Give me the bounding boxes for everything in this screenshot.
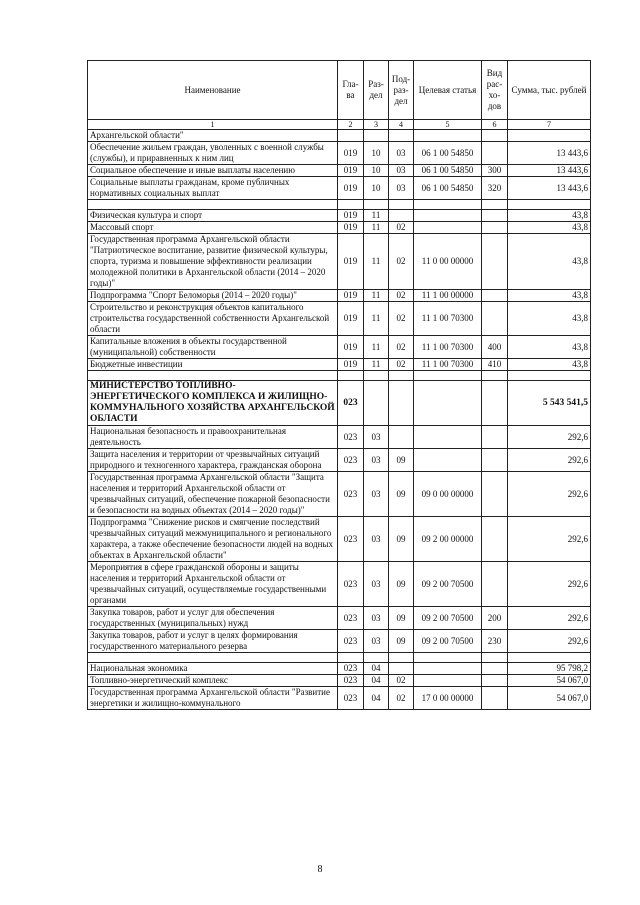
table-row <box>88 222 591 234</box>
cell-target <box>414 130 482 142</box>
cell-name: Массовый спорт <box>88 222 338 234</box>
header-target: Целевая статья <box>414 61 482 120</box>
cell-target <box>414 663 482 675</box>
cell-target: 06 1 00 54850 <box>414 165 482 177</box>
cell-razdel: 11 <box>364 302 389 336</box>
empty-cell <box>338 200 364 210</box>
cell-glava: 023 <box>338 562 364 607</box>
cell-name: МИНИСТЕРСТВО ТОПЛИВНО-ЭНЕРГЕТИЧЕСКОГО КОМПЛЕКСА И ЖИЛИЩНО-КОММУНАЛЬНОГО ХОЗЯЙСТВА АРХАНГЕЛЬСКОЙ ОБЛАСТИ <box>88 381 338 426</box>
cell-vid: 400 <box>482 336 508 359</box>
table-row <box>88 130 591 142</box>
cell-name: Мероприятия в сфере гражданской обороны и защиты населения и территорий Архангельской области от чрезвычайных ситуаций, осуществляемые государственными органами <box>88 562 338 607</box>
cell-podrazdel: 09 <box>389 472 414 517</box>
cell-podrazdel: 03 <box>389 165 414 177</box>
table-row <box>88 562 591 607</box>
cell-glava <box>338 130 364 142</box>
table-row <box>88 517 591 562</box>
table-row <box>88 165 591 177</box>
cell-target <box>414 675 482 687</box>
cell-target <box>414 426 482 449</box>
cell-glava: 019 <box>338 177 364 200</box>
cell-vid <box>482 663 508 675</box>
table-row <box>88 177 591 200</box>
cell-name: Национальная экономика <box>88 663 338 675</box>
cell-razdel: 10 <box>364 142 389 165</box>
empty-cell <box>414 653 482 663</box>
cell-name: Защита населения и территории от чрезвычайных ситуаций природного и техногенного характера, гражданская оборона <box>88 449 338 472</box>
table-row <box>88 381 591 426</box>
table-row <box>88 234 591 290</box>
cell-name: Государственная программа Архангельской области "Развитие энергетики и жилищно-коммунального <box>88 687 338 710</box>
empty-cell <box>364 653 389 663</box>
cell-sum: 54 067,0 <box>508 687 591 710</box>
cell-glava: 019 <box>338 359 364 371</box>
cell-sum: 13 443,6 <box>508 142 591 165</box>
cell-vid <box>482 517 508 562</box>
spacer-row <box>88 371 591 381</box>
column-index: 3 <box>364 120 389 130</box>
cell-glava: 019 <box>338 142 364 165</box>
table-row <box>88 675 591 687</box>
cell-podrazdel <box>389 663 414 675</box>
cell-sum: 43,8 <box>508 336 591 359</box>
cell-sum: 43,8 <box>508 210 591 222</box>
cell-name: Архангельской области" <box>88 130 338 142</box>
cell-sum <box>508 130 591 142</box>
cell-glava: 019 <box>338 165 364 177</box>
cell-target <box>414 449 482 472</box>
table-row <box>88 663 591 675</box>
page-number: 8 <box>317 864 323 875</box>
cell-name: Закупка товаров, работ и услуг в целях формирования государственного материального резерва <box>88 630 338 653</box>
empty-cell <box>482 200 508 210</box>
empty-cell <box>508 653 591 663</box>
cell-vid: 230 <box>482 630 508 653</box>
spacer-row <box>88 200 591 210</box>
column-index: 7 <box>508 120 591 130</box>
empty-cell <box>338 371 364 381</box>
cell-podrazdel: 02 <box>389 302 414 336</box>
cell-sum: 292,6 <box>508 607 591 630</box>
table-row <box>88 426 591 449</box>
spacer-row <box>88 653 591 663</box>
cell-glava: 023 <box>338 517 364 562</box>
cell-target: 09 2 00 70500 <box>414 607 482 630</box>
cell-name: Подпрограмма "Снижение рисков и смягчение последствий чрезвычайных ситуаций межмуниципального и регионального характера, а также обеспечение безопасности людей на водных объектах в Архангельской области" <box>88 517 338 562</box>
budget-table <box>87 60 591 710</box>
cell-podrazdel: 09 <box>389 607 414 630</box>
cell-razdel: 03 <box>364 449 389 472</box>
cell-name: Капитальные вложения в объекты государственной (муниципальной) собственности <box>88 336 338 359</box>
cell-glava: 023 <box>338 630 364 653</box>
cell-glava: 023 <box>338 426 364 449</box>
cell-razdel <box>364 130 389 142</box>
cell-target: 11 1 00 70300 <box>414 302 482 336</box>
cell-name: Строительство и реконструкция объектов капитального строительства государственной собственности Архангельской области <box>88 302 338 336</box>
header-glava: Гла-ва <box>338 61 364 120</box>
cell-razdel: 11 <box>364 210 389 222</box>
table-row <box>88 449 591 472</box>
column-index: 2 <box>338 120 364 130</box>
cell-podrazdel <box>389 210 414 222</box>
cell-podrazdel: 09 <box>389 562 414 607</box>
cell-razdel: 03 <box>364 562 389 607</box>
empty-cell <box>88 371 338 381</box>
cell-sum: 43,8 <box>508 222 591 234</box>
cell-sum: 95 798,2 <box>508 663 591 675</box>
cell-name: Национальная безопасность и правоохранительная деятельность <box>88 426 338 449</box>
table-row <box>88 210 591 222</box>
cell-sum: 43,8 <box>508 234 591 290</box>
cell-target <box>414 222 482 234</box>
cell-target: 09 2 00 70500 <box>414 562 482 607</box>
cell-podrazdel: 02 <box>389 359 414 371</box>
cell-name: Социальные выплаты гражданам, кроме публичных нормативных социальных выплат <box>88 177 338 200</box>
empty-cell <box>338 653 364 663</box>
cell-sum: 13 443,6 <box>508 177 591 200</box>
empty-cell <box>414 200 482 210</box>
empty-cell <box>88 653 338 663</box>
cell-podrazdel <box>389 130 414 142</box>
cell-target <box>414 381 482 426</box>
cell-sum: 292,6 <box>508 449 591 472</box>
cell-podrazdel: 09 <box>389 517 414 562</box>
cell-sum: 292,6 <box>508 426 591 449</box>
header-sum: Сумма, тыс. рублей <box>508 61 591 120</box>
cell-glava: 019 <box>338 290 364 302</box>
cell-podrazdel: 03 <box>389 177 414 200</box>
column-index-row <box>88 120 591 130</box>
cell-vid <box>482 142 508 165</box>
cell-sum: 54 067,0 <box>508 675 591 687</box>
cell-podrazdel: 02 <box>389 336 414 359</box>
cell-razdel: 03 <box>364 630 389 653</box>
cell-sum: 43,8 <box>508 290 591 302</box>
empty-cell <box>482 371 508 381</box>
empty-cell <box>508 200 591 210</box>
cell-podrazdel: 02 <box>389 675 414 687</box>
cell-name: Закупка товаров, работ и услуг для обеспечения государственных (муниципальных) нужд <box>88 607 338 630</box>
cell-podrazdel: 09 <box>389 449 414 472</box>
cell-target: 09 0 00 00000 <box>414 472 482 517</box>
cell-glava: 023 <box>338 663 364 675</box>
cell-razdel: 04 <box>364 675 389 687</box>
cell-podrazdel: 02 <box>389 234 414 290</box>
table-row <box>88 630 591 653</box>
cell-target: 11 1 00 70300 <box>414 336 482 359</box>
cell-glava: 023 <box>338 607 364 630</box>
cell-name: Топливно-энергетический комплекс <box>88 675 338 687</box>
empty-cell <box>364 200 389 210</box>
cell-vid <box>482 687 508 710</box>
header-row <box>88 61 591 120</box>
cell-glava: 023 <box>338 687 364 710</box>
column-index: 4 <box>389 120 414 130</box>
cell-razdel: 03 <box>364 426 389 449</box>
cell-target <box>414 210 482 222</box>
cell-name: Государственная программа Архангельской области "Патриотическое воспитание, развитие физической культуры, спорта, туризма и повышение эффективности реализации молодежной политики в Архангельской области (2014 – 2020 годы)" <box>88 234 338 290</box>
table-row <box>88 359 591 371</box>
column-index: 6 <box>482 120 508 130</box>
cell-vid <box>482 222 508 234</box>
empty-cell <box>88 200 338 210</box>
cell-razdel: 11 <box>364 290 389 302</box>
header-podrazdel: Под-раз-дел <box>389 61 414 120</box>
table-row <box>88 472 591 517</box>
cell-vid <box>482 302 508 336</box>
cell-vid: 300 <box>482 165 508 177</box>
empty-cell <box>389 200 414 210</box>
cell-podrazdel <box>389 381 414 426</box>
cell-name: Бюджетные инвестиции <box>88 359 338 371</box>
cell-target: 06 1 00 54850 <box>414 177 482 200</box>
cell-sum: 5 543 541,5 <box>508 381 591 426</box>
cell-vid <box>482 290 508 302</box>
header-vid: Вид рас-хо-дов <box>482 61 508 120</box>
cell-sum: 292,6 <box>508 562 591 607</box>
cell-razdel: 11 <box>364 359 389 371</box>
cell-target: 11 0 00 00000 <box>414 234 482 290</box>
cell-podrazdel: 02 <box>389 290 414 302</box>
cell-target: 11 1 00 00000 <box>414 290 482 302</box>
cell-podrazdel <box>389 426 414 449</box>
cell-podrazdel: 03 <box>389 142 414 165</box>
cell-razdel: 11 <box>364 222 389 234</box>
cell-sum: 292,6 <box>508 472 591 517</box>
cell-glava: 019 <box>338 336 364 359</box>
empty-cell <box>364 371 389 381</box>
table-row <box>88 302 591 336</box>
cell-glava: 019 <box>338 234 364 290</box>
cell-razdel <box>364 381 389 426</box>
cell-vid <box>482 426 508 449</box>
cell-sum: 292,6 <box>508 630 591 653</box>
cell-razdel: 10 <box>364 165 389 177</box>
cell-vid: 320 <box>482 177 508 200</box>
cell-razdel: 03 <box>364 472 389 517</box>
cell-glava: 023 <box>338 675 364 687</box>
cell-razdel: 04 <box>364 687 389 710</box>
column-index: 5 <box>414 120 482 130</box>
cell-sum: 43,8 <box>508 359 591 371</box>
cell-podrazdel: 02 <box>389 687 414 710</box>
header-name: Наименование <box>88 61 338 120</box>
cell-name: Обеспечение жильем граждан, уволенных с военной службы (службы), и приравненных к ним лиц <box>88 142 338 165</box>
cell-name: Подпрограмма "Спорт Беломорья (2014 – 2020 годы)" <box>88 290 338 302</box>
empty-cell <box>508 371 591 381</box>
cell-vid: 200 <box>482 607 508 630</box>
table-row <box>88 142 591 165</box>
cell-glava: 019 <box>338 222 364 234</box>
cell-vid <box>482 210 508 222</box>
cell-target: 06 1 00 54850 <box>414 142 482 165</box>
cell-razdel: 03 <box>364 517 389 562</box>
cell-name: Государственная программа Архангельской области "Защита населения и территорий Архангельской области от чрезвычайных ситуаций, обеспечение пожарной безопасности и безопасности на водных объектах (2014 – 2020 годы)" <box>88 472 338 517</box>
cell-podrazdel: 02 <box>389 222 414 234</box>
empty-cell <box>389 371 414 381</box>
cell-razdel: 11 <box>364 234 389 290</box>
cell-sum: 43,8 <box>508 302 591 336</box>
cell-vid <box>482 472 508 517</box>
cell-glava: 019 <box>338 302 364 336</box>
cell-podrazdel: 09 <box>389 630 414 653</box>
cell-razdel: 03 <box>364 607 389 630</box>
cell-glava: 023 <box>338 381 364 426</box>
cell-vid <box>482 130 508 142</box>
empty-cell <box>482 653 508 663</box>
table-row <box>88 336 591 359</box>
table-row <box>88 290 591 302</box>
header-razdel: Раз-дел <box>364 61 389 120</box>
cell-target: 11 1 00 70300 <box>414 359 482 371</box>
cell-razdel: 10 <box>364 177 389 200</box>
cell-glava: 019 <box>338 210 364 222</box>
cell-razdel: 04 <box>364 663 389 675</box>
cell-vid <box>482 562 508 607</box>
cell-glava: 023 <box>338 472 364 517</box>
cell-vid <box>482 234 508 290</box>
cell-razdel: 11 <box>364 336 389 359</box>
empty-cell <box>414 371 482 381</box>
cell-sum: 292,6 <box>508 517 591 562</box>
cell-vid <box>482 449 508 472</box>
table-row <box>88 687 591 710</box>
cell-target: 17 0 00 00000 <box>414 687 482 710</box>
table-row <box>88 607 591 630</box>
cell-target: 09 2 00 70500 <box>414 630 482 653</box>
cell-sum: 13 443,6 <box>508 165 591 177</box>
cell-vid: 410 <box>482 359 508 371</box>
cell-target: 09 2 00 00000 <box>414 517 482 562</box>
cell-name: Физическая культура и спорт <box>88 210 338 222</box>
cell-vid <box>482 675 508 687</box>
column-index: 1 <box>88 120 338 130</box>
cell-glava: 023 <box>338 449 364 472</box>
cell-vid <box>482 381 508 426</box>
empty-cell <box>389 653 414 663</box>
cell-name: Социальное обеспечение и иные выплаты населению <box>88 165 338 177</box>
